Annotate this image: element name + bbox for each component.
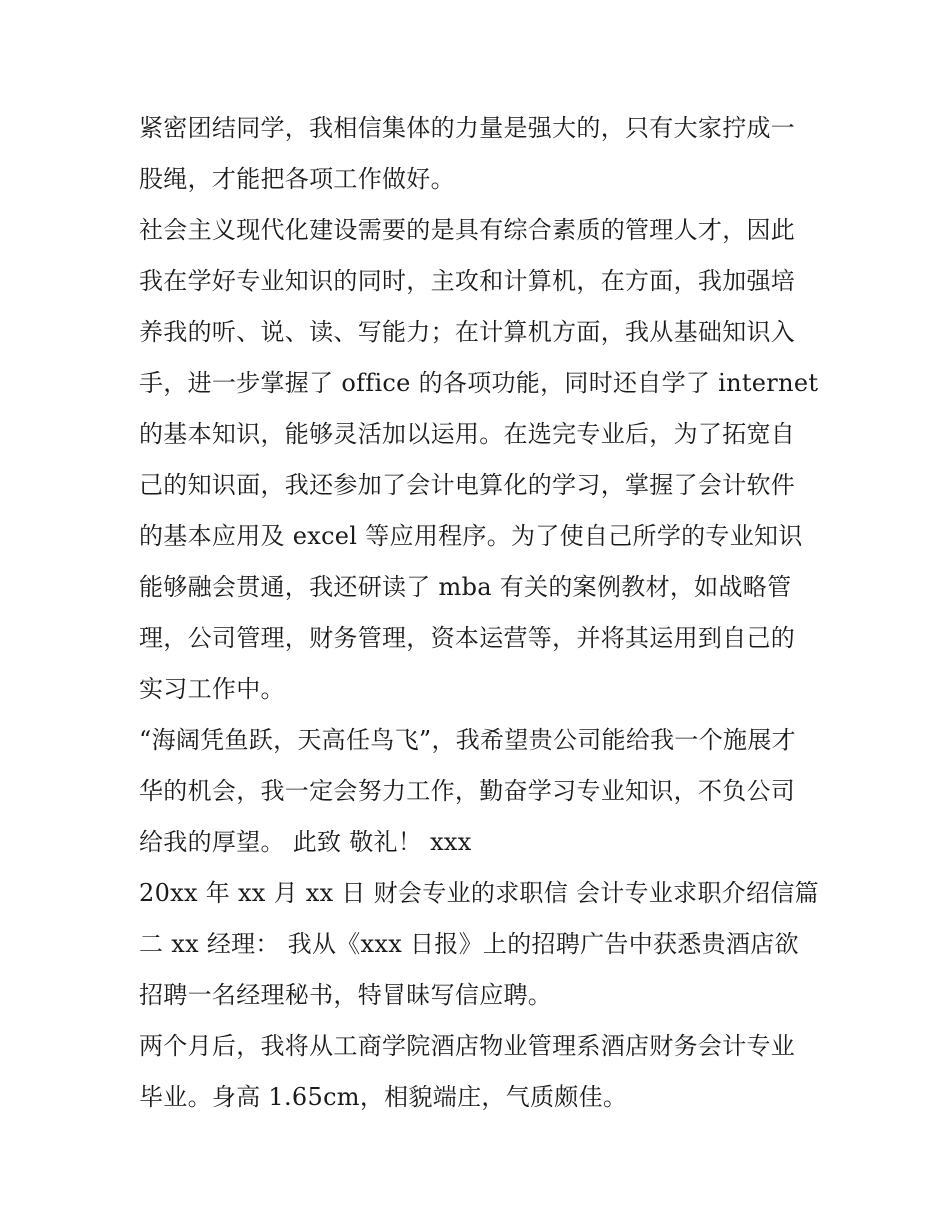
text-line: 20xx 年 xx 月 xx 日 财会专业的求职信 会计专业求职介绍信篇 — [139, 879, 819, 907]
text-line: 己的知识面，我还参加了会计电算化的学习，掌握了会计软件 — [139, 471, 796, 499]
text-line: 的基本应用及 excel 等应用程序。为了使自己所学的专业知识 — [139, 522, 803, 550]
text-line: 养我的听、说、读、写能力；在计算机方面，我从基础知识入 — [139, 318, 796, 346]
text-line: “海阔凭鱼跃，天高任鸟飞”，我希望贵公司能给我一个施展才 — [139, 726, 796, 754]
text-line: 两个月后，我将从工商学院酒店物业管理系酒店财务会计专业 — [139, 1032, 796, 1060]
text-line: 的基本知识，能够灵活加以运用。在选完专业后，为了拓宽自 — [139, 420, 796, 448]
text-line: 华的机会，我一定会努力工作，勤奋学习专业知识，不负公司 — [139, 777, 796, 805]
text-line: 手，进一步掌握了 office 的各项功能，同时还自学了 internet — [139, 369, 819, 397]
text-line: 能够融会贯通，我还研读了 mba 有关的案例教材，如战略管 — [139, 573, 792, 601]
text-line: 给我的厚望。 此致 敬礼！ xxx — [139, 828, 472, 856]
text-line: 二 xx 经理： 我从《xxx 日报》上的招聘广告中获悉贵酒店欲 — [139, 930, 799, 958]
text-line: 理，公司管理，财务管理，资本运营等，并将其运用到自己的 — [139, 624, 796, 652]
text-line: 实习工作中。 — [139, 675, 285, 703]
text-line: 招聘一名经理秘书，特冒昧写信应聘。 — [139, 981, 553, 1009]
text-line: 股绳，才能把各项工作做好。 — [139, 165, 455, 193]
document-body — [139, 103, 819, 1123]
text-line: 毕业。身高 1.65cm，相貌端庄，气质颇佳。 — [139, 1083, 628, 1111]
text-line: 紧密团结同学，我相信集体的力量是强大的，只有大家拧成一 — [139, 114, 796, 142]
text-line: 我在学好专业知识的同时，主攻和计算机，在方面，我加强培 — [139, 267, 796, 295]
text-line: 社会主义现代化建设需要的是具有综合素质的管理人才，因此 — [139, 216, 796, 244]
